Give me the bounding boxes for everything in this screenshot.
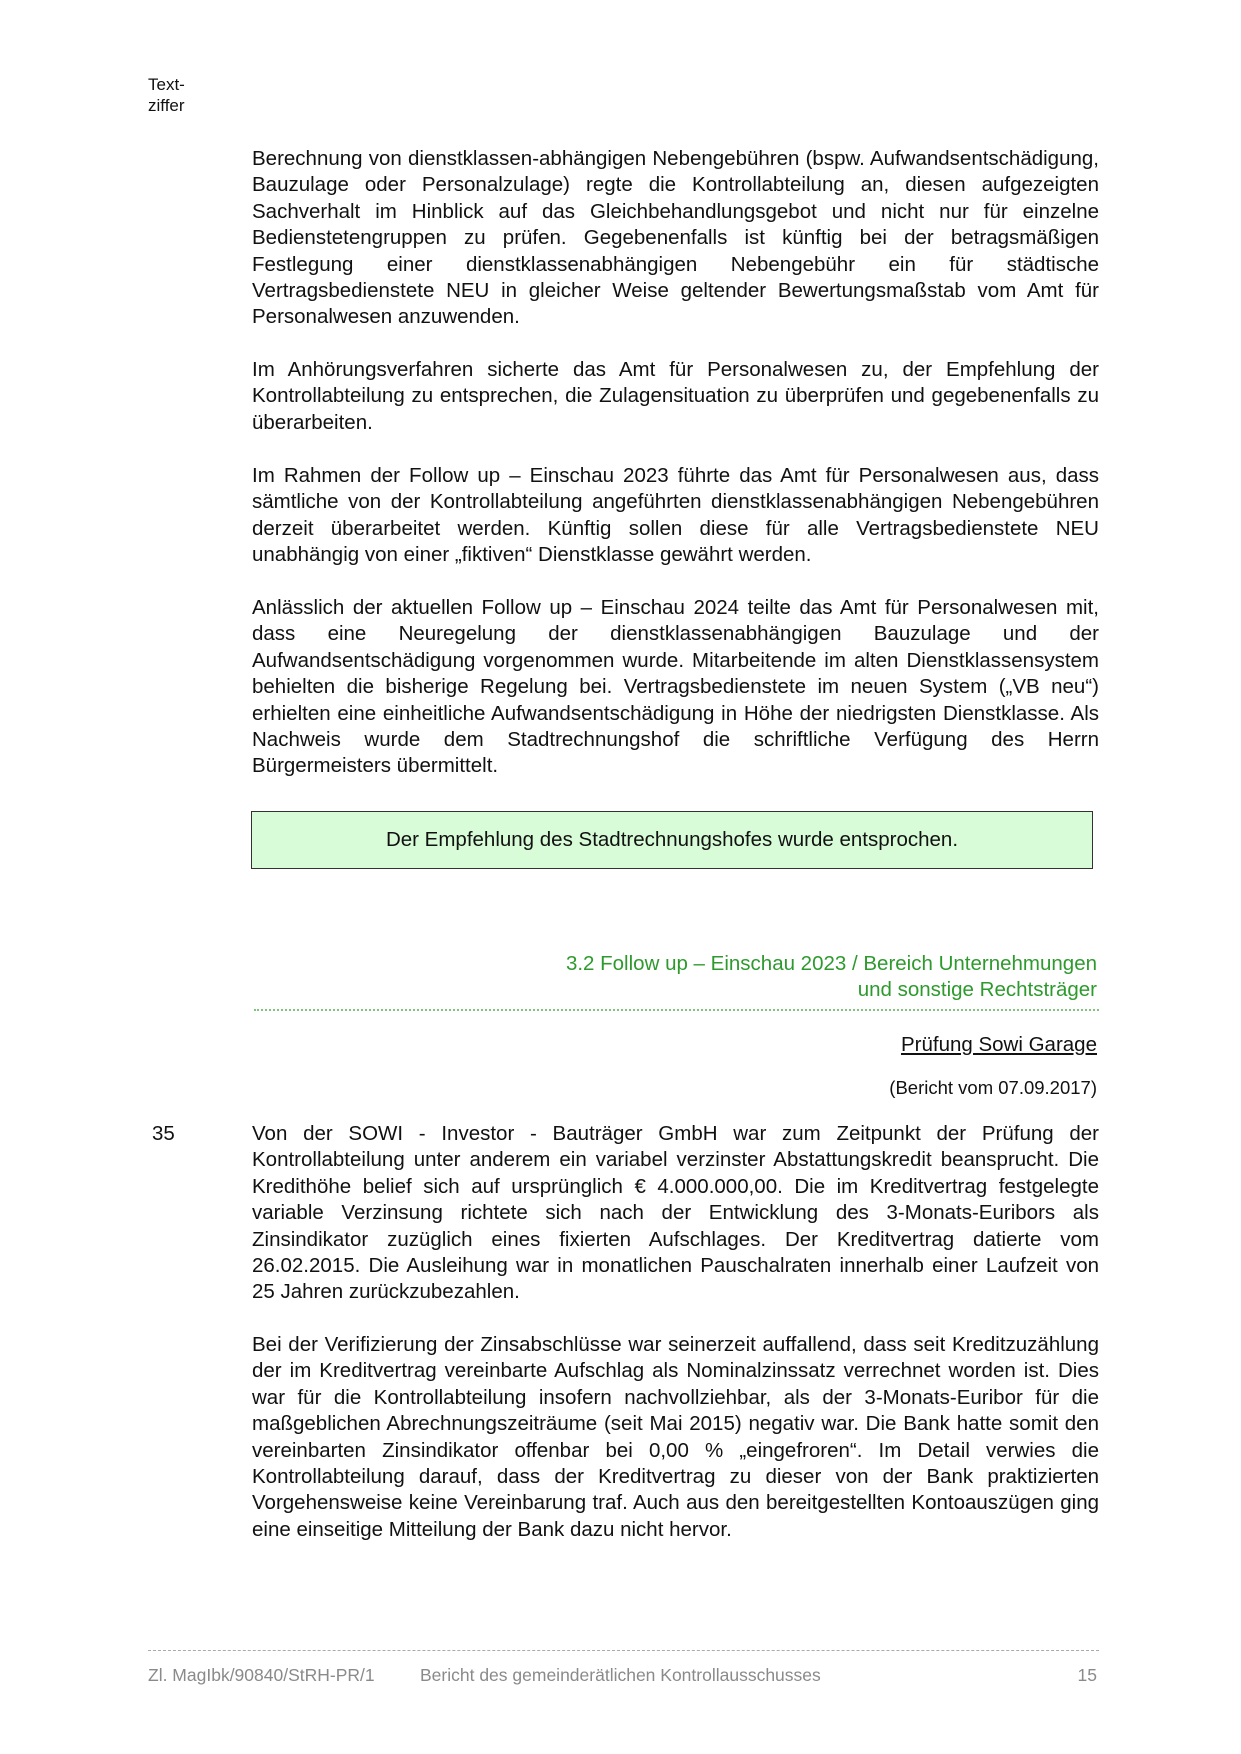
footer-page-number: 15 bbox=[1077, 1665, 1097, 1685]
recommendation-callout-box bbox=[251, 811, 1093, 869]
footer-title: Bericht des gemeinderätlichen Kontrollausschusses bbox=[420, 1665, 821, 1685]
footer-reference: Zl. MagIbk/90840/StRH-PR/1 bbox=[148, 1665, 375, 1685]
margin-label-line1: Text- bbox=[148, 75, 185, 94]
margin-label-line2: ziffer bbox=[148, 96, 185, 115]
section-divider bbox=[254, 1009, 1099, 1011]
paragraph-bottom-2: Bei der Verifizierung der Zinsabschlüsse war seinerzeit auffallend, dass seit Kreditzuzählung der im Kreditvertrag vereinbarte Aufschlag als Nominalzinssatz verrechnet worden ist. Dies war für die Kontrollabteilung insofern nachvollziehbar, als der 3-Monats-Euribor für die maßgeblichen Abrechnungszeiträume (seit Mai 2015) negativ war. Die Bank hatte somit den vereinbarten Zinsindikator offenbar bei 0,00 % „eingefroren“. Im Detail verwies die Kontrollabteilung darauf, dass der Kreditvertrag zu dieser von der Bank praktizierten Vorgehensweise keine Vereinbarung traf. Auch aus den bereitgestellten Kontoauszügen ging eine einseitige Mitteilung der Bank dazu nicht hervor. bbox=[252, 1333, 1099, 1541]
paragraph-top-4: Anlässlich der aktuellen Follow up – Einschau 2024 teilte das Amt für Personalwesen mit, dass eine Neuregelung der dienstklassenabhängigen Bauzulage und der Aufwandsentschädigung vorgenommen wurde. Mitarbeitende im alten Dienstklassensystem behielten die bisherige Regelung bei. Vertragsbedienstete im neuen System („VB neu“) erhielten eine einheitliche Aufwandsentschädigung in Höhe der niedrigsten Dienstklasse. Als Nachweis wurde dem Stadtrechnungshof die schriftliche Verfügung des Herrn Bürgermeisters übermittelt. bbox=[252, 596, 1099, 778]
section-heading-line2: und sonstige Rechtsträger bbox=[857, 978, 1097, 1001]
margin-label-textziffer bbox=[148, 74, 185, 116]
textziffer-number: 35 bbox=[152, 1122, 175, 1145]
section-heading bbox=[397, 951, 1097, 1003]
paragraph-top-3: Im Rahmen der Follow up – Einschau 2023 führte das Amt für Personalwesen aus, dass sämtliche von der Kontrollabteilung angeführten dienstklassenabhängigen Nebengebühren derzeit überarbeitet werden. Künftig sollen diese für alle Vertragsbedienstete NEU unabhängig von einer „fiktiven“ Dienstklasse gewährt werden. bbox=[252, 464, 1099, 567]
section-heading-line1: 3.2 Follow up – Einschau 2023 / Bereich Unternehmungen bbox=[565, 952, 1097, 975]
report-date: (Bericht vom 07.09.2017) bbox=[889, 1077, 1097, 1098]
callout-text: Der Empfehlung des Stadtrechnungshofes wurde entsprochen. bbox=[385, 828, 959, 851]
paragraph-top-2: Im Anhörungsverfahren sicherte das Amt für Personalwesen zu, der Empfehlung der Kontrollabteilung zu entsprechen, die Zulagensituation zu überprüfen und gegebenenfalls zu überarbeiten. bbox=[252, 358, 1099, 434]
footer-divider bbox=[148, 1650, 1099, 1651]
paragraph-top-1: Berechnung von dienstklassen-abhängigen Nebengebühren (bspw. Aufwandsentschädigung, Bauzulage oder Personalzulage) regte die Kontrollabteilung an, diesen aufgezeigten Sachverhalt im Hinblick auf das Gleichbehandlungsgebot und nicht nur für einzelne Bedienstetengruppen zu prüfen. Gegebenenfalls ist künftig bei der betragsmäßigen Festlegung einer dienstklassenabhängigen Nebengebühr ein für städtische Vertragsbedienstete NEU in gleicher Weise geltender Bewertungsmaßstab vom Amt für Personalwesen anzuwenden. bbox=[252, 147, 1099, 329]
paragraph-bottom-1: Von der SOWI - Investor - Bauträger GmbH war zum Zeitpunkt der Prüfung der Kontrollabteilung unter anderem ein variabel verzinster Abstattungskredit beansprucht. Die Kredithöhe belief sich auf ursprünglich € 4.000.000,00. Die im Kreditvertrag festgelegte variable Verzinsung richtete sich nach der Entwicklung des 3-Monats-Euribors als Zinsindikator zuzüglich eines fixierten Aufschlages. Der Kreditvertrag datierte vom 26.02.2015. Die Ausleihung war in monatlichen Pauschalraten innerhalb einer Laufzeit von 25 Jahren zurückzubezahlen. bbox=[252, 1122, 1099, 1304]
subject-title: Prüfung Sowi Garage bbox=[900, 1033, 1097, 1056]
